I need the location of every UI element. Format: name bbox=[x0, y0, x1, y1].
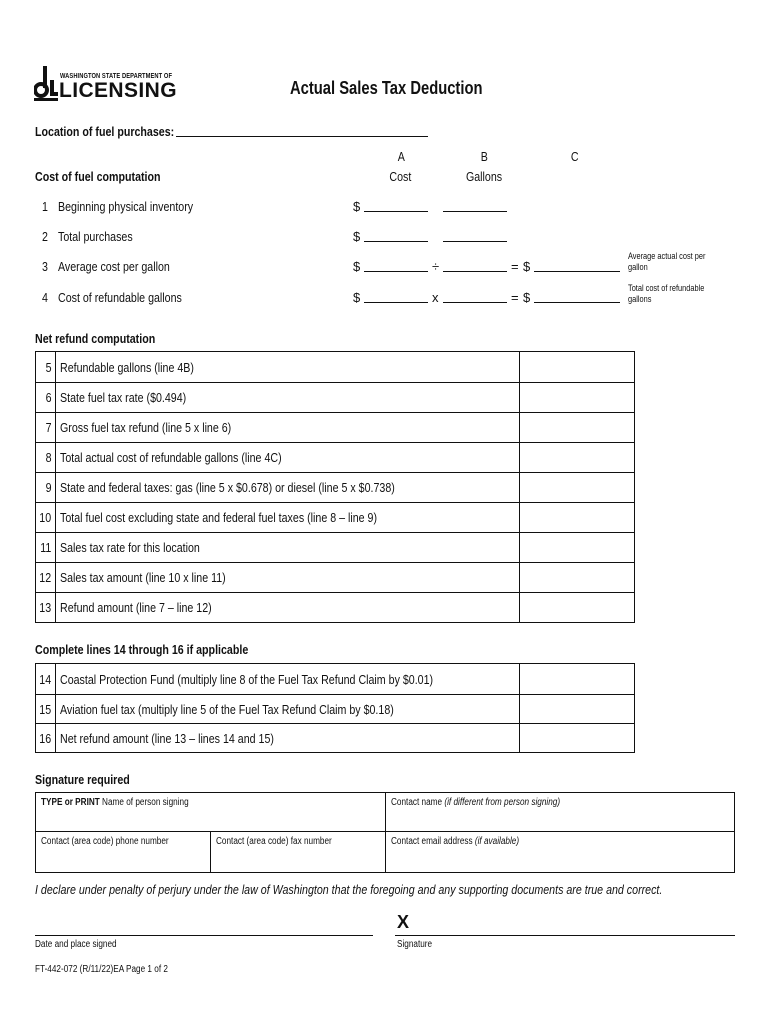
col-b-letter: B bbox=[480, 149, 488, 164]
line-4-note: Total cost of refundable gallons bbox=[628, 283, 705, 304]
form-id-footer: FT-442-072 (R/11/22)EA Page 1 of 2 bbox=[35, 964, 168, 975]
line-13-value-input[interactable] bbox=[519, 593, 634, 622]
row-number: 8 bbox=[36, 443, 56, 472]
line-3-cost-input[interactable] bbox=[364, 271, 428, 272]
row-label: Net refund amount (line 13 – lines 14 and 15) bbox=[60, 730, 274, 746]
row-label: Gross fuel tax refund (line 5 x line 6) bbox=[60, 420, 232, 435]
line-12-value-input[interactable] bbox=[519, 563, 634, 592]
line-14-value-input[interactable] bbox=[519, 664, 634, 694]
line-11-value-input[interactable] bbox=[519, 533, 634, 562]
divide-symbol: ÷ bbox=[432, 259, 440, 274]
equals-symbol: = bbox=[511, 290, 519, 305]
line-3-number: 3 bbox=[42, 259, 48, 274]
line-3-gallons-input[interactable] bbox=[443, 271, 507, 272]
table-row bbox=[36, 723, 634, 752]
table-row bbox=[36, 502, 634, 532]
table-row bbox=[36, 352, 634, 382]
line-5-value-input[interactable] bbox=[519, 352, 634, 382]
line-6-value-input[interactable] bbox=[519, 383, 634, 412]
line-2-cost-input[interactable] bbox=[364, 241, 428, 242]
line-1-label: Beginning physical inventory bbox=[58, 199, 194, 214]
col-b-name: Gallons bbox=[465, 169, 503, 184]
table-row bbox=[36, 442, 634, 472]
row-number: 13 bbox=[36, 593, 56, 622]
line-3-label: Average cost per gallon bbox=[58, 259, 170, 274]
location-label: Location of fuel purchases: bbox=[35, 124, 175, 139]
agency-main-name: LICENSING bbox=[59, 79, 177, 102]
net-refund-table bbox=[35, 351, 635, 623]
equals-symbol: = bbox=[511, 259, 519, 274]
line-4-result-input[interactable] bbox=[534, 302, 620, 303]
row-number: 12 bbox=[36, 563, 56, 592]
line-1-number: 1 bbox=[42, 199, 48, 214]
cost-section-title: Cost of fuel computation bbox=[35, 169, 161, 184]
line-8-value-input[interactable] bbox=[519, 443, 634, 472]
currency-symbol: $ bbox=[353, 199, 361, 214]
table-row bbox=[36, 592, 634, 622]
email-field[interactable] bbox=[386, 832, 734, 872]
date-place-label: Date and place signed bbox=[35, 939, 117, 950]
phone-label: Contact (area code) phone number bbox=[41, 836, 169, 847]
line-2-gallons-input[interactable] bbox=[443, 241, 507, 242]
currency-symbol: $ bbox=[523, 290, 531, 305]
row-number: 5 bbox=[36, 352, 56, 382]
agency-small-name: WASHINGTON STATE DEPARTMENT OF bbox=[60, 73, 173, 80]
table-row bbox=[36, 664, 634, 694]
row-label: Refundable gallons (line 4B) bbox=[60, 359, 194, 375]
signature-label: Signature bbox=[397, 939, 433, 950]
signature-x-mark: X bbox=[397, 912, 410, 932]
row-number: 10 bbox=[36, 503, 56, 532]
table-row bbox=[36, 472, 634, 502]
row-number: 6 bbox=[36, 383, 56, 412]
line-3-result-input[interactable] bbox=[534, 271, 620, 272]
signature-input[interactable] bbox=[395, 935, 735, 936]
line-4-label: Cost of refundable gallons bbox=[58, 290, 182, 305]
signature-section-title: Signature required bbox=[35, 772, 130, 787]
row-number: 11 bbox=[36, 533, 56, 562]
multiply-symbol: x bbox=[432, 290, 439, 305]
row-label: State and federal taxes: gas (line 5 x $0.678) or diesel (line 5 x $0.738) bbox=[60, 480, 395, 495]
table-row bbox=[36, 694, 634, 723]
fax-field[interactable] bbox=[211, 832, 385, 872]
table-row bbox=[36, 532, 634, 562]
row-label: Coastal Protection Fund (multiply line 8 of the Fuel Tax Refund Claim by $0.01) bbox=[60, 671, 434, 687]
signer-name-field[interactable] bbox=[36, 793, 385, 831]
signer-name-label: TYPE or PRINT Name of person signing bbox=[41, 797, 189, 808]
col-a-letter: A bbox=[397, 149, 405, 164]
row-number: 7 bbox=[36, 413, 56, 442]
optional-section-title: Complete lines 14 through 16 if applicable bbox=[35, 642, 249, 657]
line-16-value-input[interactable] bbox=[519, 724, 634, 752]
table-row bbox=[36, 382, 634, 412]
col-a-name: Cost bbox=[389, 169, 411, 184]
line-4-cost-input[interactable] bbox=[364, 302, 428, 303]
email-label: Contact email address (if available) bbox=[391, 836, 520, 847]
line-1-cost-input[interactable] bbox=[364, 211, 428, 212]
line-2-label: Total purchases bbox=[58, 229, 133, 244]
line-15-value-input[interactable] bbox=[519, 695, 634, 723]
signature-contact-table bbox=[35, 792, 735, 873]
location-input[interactable] bbox=[176, 136, 428, 137]
currency-symbol: $ bbox=[523, 259, 531, 274]
table-row bbox=[36, 562, 634, 592]
dol-logo-icon bbox=[34, 66, 58, 102]
table-row bbox=[36, 412, 634, 442]
row-number: 15 bbox=[36, 695, 56, 723]
phone-field[interactable] bbox=[36, 832, 210, 872]
row-label: Sales tax amount (line 10 x line 11) bbox=[60, 570, 226, 585]
line-4-gallons-input[interactable] bbox=[443, 302, 507, 303]
date-place-input[interactable] bbox=[35, 935, 373, 936]
row-label: Sales tax rate for this location bbox=[60, 540, 200, 555]
row-number: 9 bbox=[36, 473, 56, 502]
row-label: Total fuel cost excluding state and federal fuel taxes (line 8 – line 9) bbox=[60, 510, 378, 525]
line-10-value-input[interactable] bbox=[519, 503, 634, 532]
fax-label: Contact (area code) fax number bbox=[216, 836, 332, 847]
line-3-note: Average actual cost per gallon bbox=[628, 251, 706, 272]
row-label: Total actual cost of refundable gallons (line 4C) bbox=[60, 450, 282, 465]
col-c-letter: C bbox=[571, 149, 579, 164]
net-refund-title: Net refund computation bbox=[35, 331, 156, 346]
line-9-value-input[interactable] bbox=[519, 473, 634, 502]
currency-symbol: $ bbox=[353, 229, 361, 244]
row-label: Refund amount (line 7 – line 12) bbox=[60, 600, 212, 615]
declaration-text: I declare under penalty of perjury under the law of Washington that the foregoing and any supporting documents are true and correct. bbox=[35, 882, 663, 897]
optional-table bbox=[35, 663, 635, 753]
row-number: 14 bbox=[36, 664, 56, 694]
form-title: Actual Sales Tax Deduction bbox=[290, 78, 483, 98]
currency-symbol: $ bbox=[353, 259, 361, 274]
contact-name-label: Contact name (if different from person signing) bbox=[391, 797, 561, 808]
contact-name-field[interactable] bbox=[386, 793, 734, 831]
line-1-gallons-input[interactable] bbox=[443, 211, 507, 212]
row-number: 16 bbox=[36, 724, 56, 752]
line-4-number: 4 bbox=[42, 290, 48, 305]
line-2-number: 2 bbox=[42, 229, 48, 244]
row-label: State fuel tax rate ($0.494) bbox=[60, 390, 187, 405]
row-label: Aviation fuel tax (multiply line 5 of the Fuel Tax Refund Claim by $0.18) bbox=[60, 701, 394, 717]
line-7-value-input[interactable] bbox=[519, 413, 634, 442]
currency-symbol: $ bbox=[353, 290, 361, 305]
